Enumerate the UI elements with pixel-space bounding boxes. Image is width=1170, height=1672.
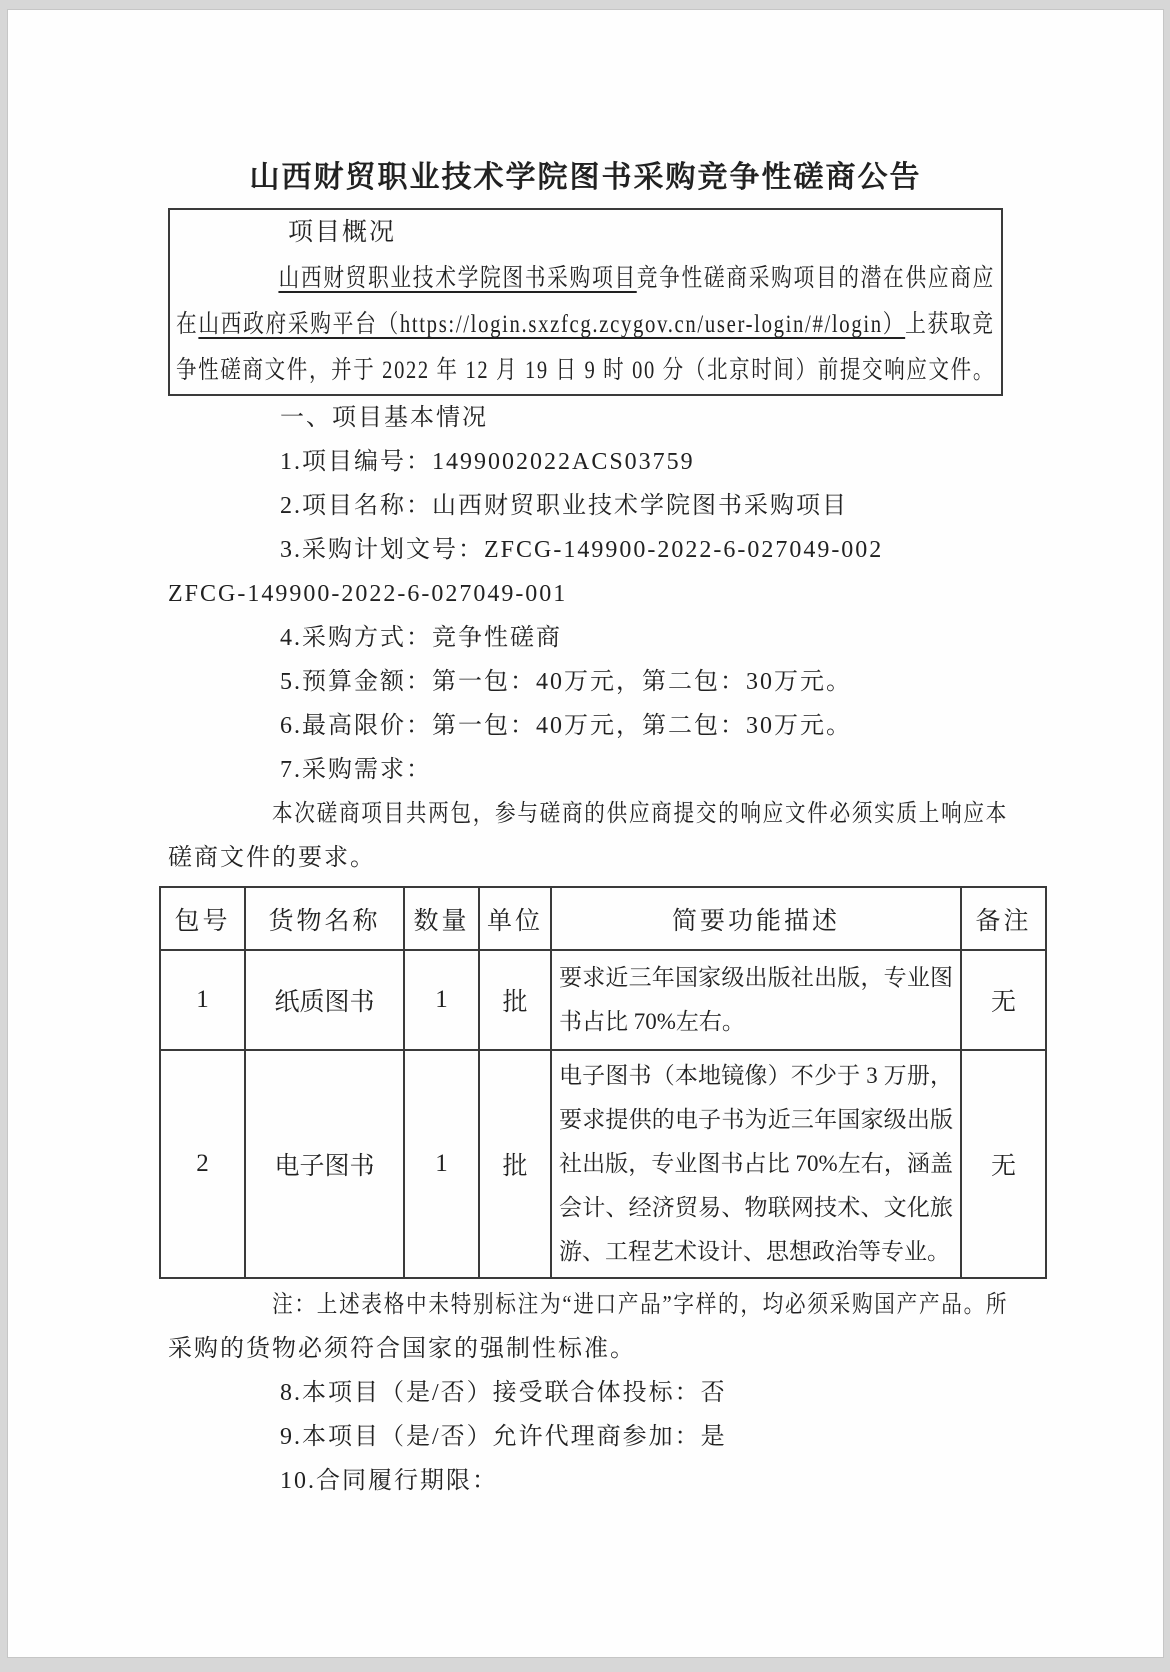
project-overview-box xyxy=(168,208,1003,396)
doc-line xyxy=(176,302,995,348)
doc-line-text: ZFCG-149900-2022-6-027049-001 xyxy=(168,581,568,607)
doc-line xyxy=(168,660,1008,704)
doc-line xyxy=(168,836,1008,880)
remark-cell: 无 xyxy=(961,950,1046,1050)
doc-line xyxy=(168,1459,1008,1503)
doc-line xyxy=(168,484,1008,528)
doc-line xyxy=(168,748,1008,792)
doc-line-text: 磋商文件的要求。 xyxy=(168,845,376,871)
underlined-text: 山西财贸职业技术学院图书采购项目 xyxy=(278,265,637,292)
table-row xyxy=(160,1050,1046,1278)
col-header-unit: 单位 xyxy=(479,887,551,950)
doc-line xyxy=(168,704,1008,748)
doc-line xyxy=(168,1371,1008,1415)
doc-line-text: 采购的货物必须符合国家的强制性标准。 xyxy=(168,1336,636,1362)
text-segment: 在 xyxy=(176,311,199,338)
doc-line-text xyxy=(232,256,995,302)
package-no-cell: 1 xyxy=(160,950,245,1050)
notes-and-terms-section xyxy=(168,1283,1008,1503)
doc-line-text: 8.本项目（是/否）接受联合体投标：否 xyxy=(280,1380,727,1406)
doc-line-text: 10.合同履行期限： xyxy=(280,1468,498,1494)
doc-line-text xyxy=(176,348,995,394)
text-segment: 竞争性磋商采购项目的潜在供应商应 xyxy=(636,265,996,292)
doc-line-text: 5.预算金额：第一包：40万元，第二包：30万元。 xyxy=(280,669,852,695)
description-cell: 电子图书（本地镜像）不少于 3 万册，要求提供的电子书为近三年国家级出版社出版，专业图书占比 70%左右，涵盖会计、经济贸易、物联网技术、文化旅游、工程艺术设计、思想政治等专业。 xyxy=(551,1050,961,1278)
col-header-remark: 备注 xyxy=(961,887,1046,950)
doc-line-text: 1.项目编号：1499002022ACS03759 xyxy=(280,449,695,475)
document-page xyxy=(8,10,1163,1657)
project-basic-info-section xyxy=(168,396,1008,880)
doc-line-text: 2.项目名称：山西财贸职业技术学院图书采购项目 xyxy=(280,493,848,519)
doc-line xyxy=(168,572,1008,616)
doc-line-text: 3.采购计划文号：ZFCG-149900-2022-6-027049-002 xyxy=(280,537,884,563)
unit-cell: 批 xyxy=(479,1050,551,1278)
text-segment: 争性磋商文件，并于 2022 年 12 月 19 日 9 时 00 分（北京时间）前提交响应文件。 xyxy=(176,357,996,384)
doc-line xyxy=(168,616,1008,660)
doc-line-text: 7.采购需求： xyxy=(280,757,432,783)
doc-line-text: 6.最高限价：第一包：40万元，第二包：30万元。 xyxy=(280,713,852,739)
doc-line-text: 一、项目基本情况 xyxy=(280,405,488,431)
col-header-quantity: 数量 xyxy=(404,887,479,950)
doc-line xyxy=(168,792,1008,836)
doc-line xyxy=(168,396,1008,440)
doc-line xyxy=(168,1327,1008,1371)
doc-line xyxy=(176,348,995,394)
quantity-cell: 1 xyxy=(404,950,479,1050)
doc-line-text: 9.本项目（是/否）允许代理商参加：是 xyxy=(280,1424,727,1450)
text-segment: 项目概况 xyxy=(288,219,397,246)
doc-line-text xyxy=(232,210,396,256)
document-title: 山西财贸职业技术学院图书采购竞争性磋商公告 xyxy=(249,161,922,194)
col-header-description: 简要功能描述 xyxy=(551,887,961,950)
doc-line xyxy=(168,1283,1008,1327)
item-name-cell: 纸质图书 xyxy=(245,950,404,1050)
doc-line xyxy=(168,440,1008,484)
procurement-items-table xyxy=(159,886,1047,1279)
doc-line-text xyxy=(176,302,995,348)
item-name-cell: 电子图书 xyxy=(245,1050,404,1278)
col-header-item-name: 货物名称 xyxy=(245,887,404,950)
doc-line xyxy=(176,210,995,256)
col-header-package-no: 包号 xyxy=(160,887,245,950)
table-header-row xyxy=(160,887,1046,950)
doc-line xyxy=(176,256,995,302)
description-cell: 要求近三年国家级出版社出版，专业图书占比 70%左右。 xyxy=(551,950,961,1050)
text-segment: 上获取竞 xyxy=(905,311,995,338)
table-row xyxy=(160,950,1046,1050)
doc-line-text: 注：上述表格中未特别标注为“进口产品”字样的，均必须采购国产产品。所 xyxy=(272,1292,1009,1318)
procurement-platform-link: 山西政府采购平台（https://login.sxzfcg.zcygov.cn/user-login/#/login） xyxy=(198,311,906,338)
doc-line xyxy=(168,528,1008,572)
quantity-cell: 1 xyxy=(404,1050,479,1278)
remark-cell: 无 xyxy=(961,1050,1046,1278)
unit-cell: 批 xyxy=(479,950,551,1050)
package-no-cell: 2 xyxy=(160,1050,245,1278)
doc-line-text: 4.采购方式：竞争性磋商 xyxy=(280,625,562,651)
doc-line xyxy=(168,1415,1008,1459)
doc-line-text: 本次磋商项目共两包，参与磋商的供应商提交的响应文件必须实质上响应本 xyxy=(272,801,1008,827)
